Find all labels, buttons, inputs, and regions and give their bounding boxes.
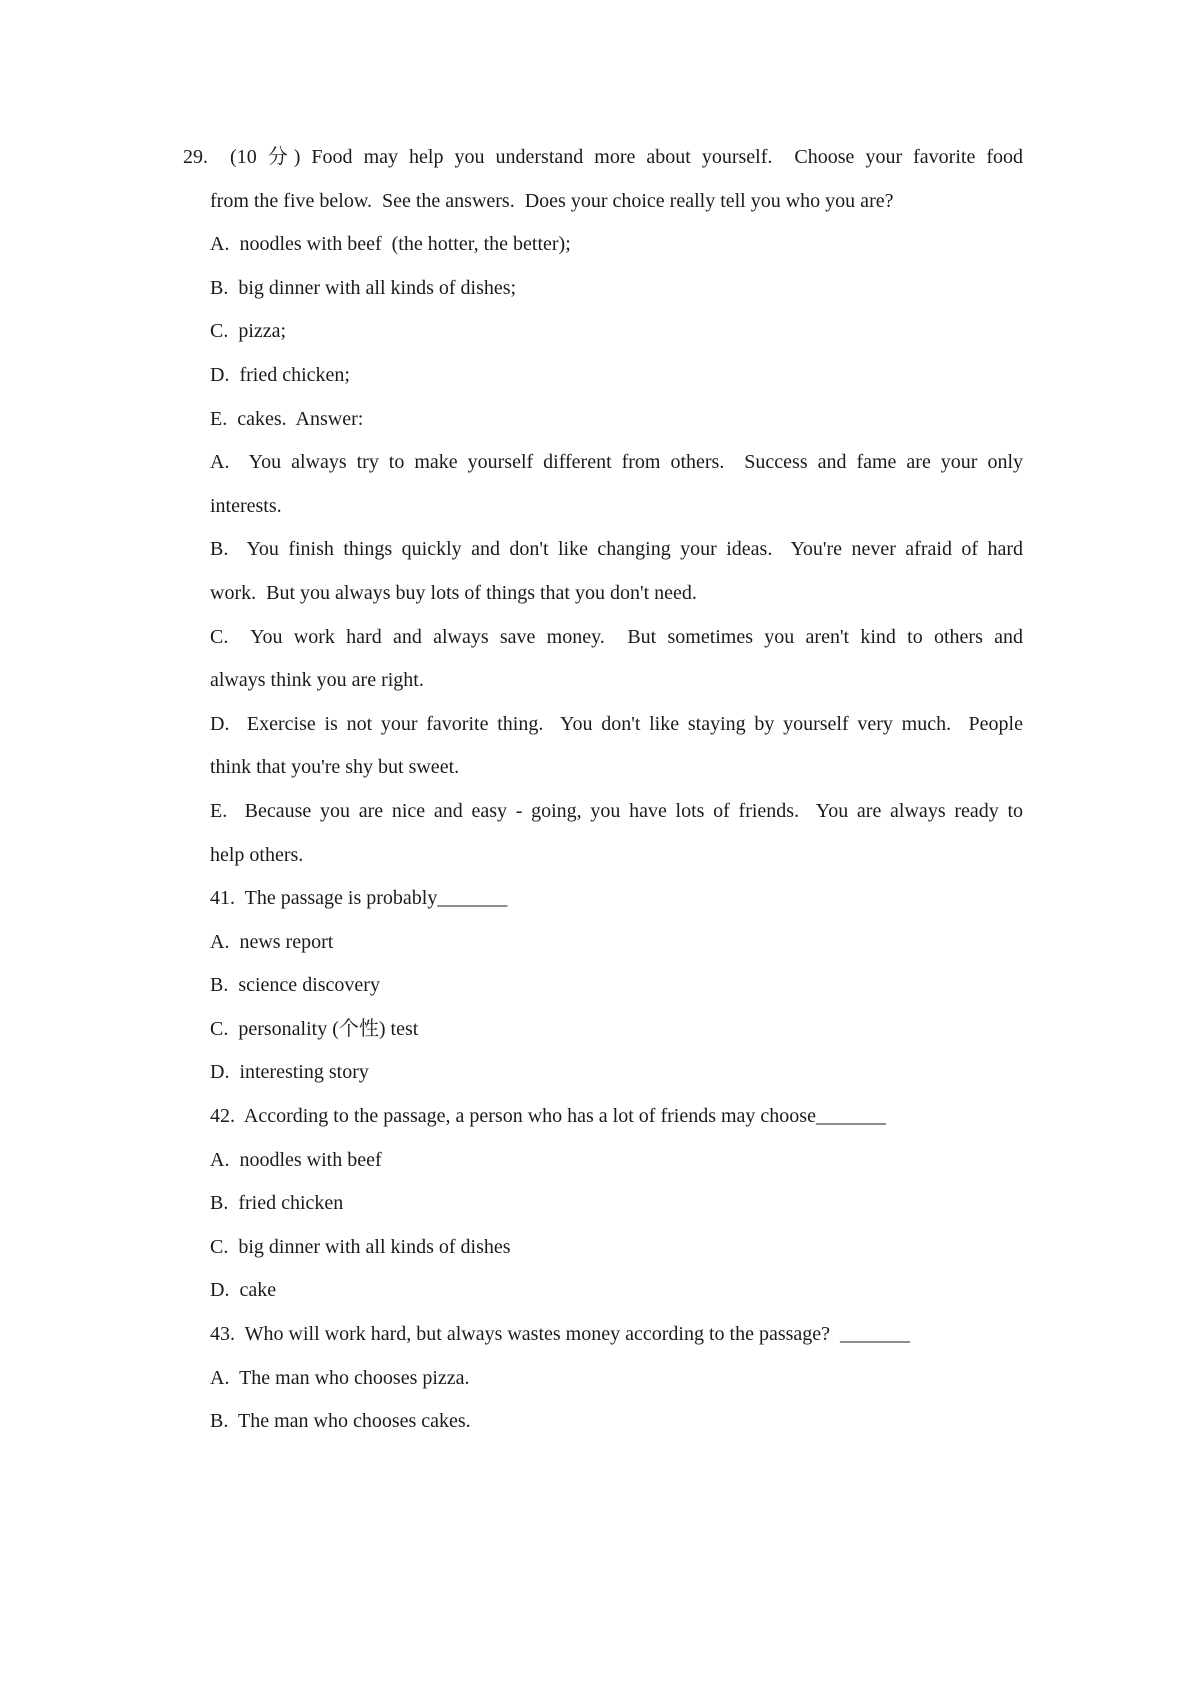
food-option-line: E. cakes. Answer: (210, 407, 364, 430)
answer-passage-line: help others. (210, 843, 304, 866)
subquestion-42-line: 42. According to the passage, a person who has a lot of friends may choose_______ (210, 1105, 886, 1128)
choice-line: A. The man who chooses pizza. (210, 1366, 470, 1389)
choice-line: C. personality (个性) test (210, 1017, 419, 1040)
question-stem-line: from the five below. See the answers. Does your choice really tell you who you are? (210, 189, 894, 212)
subquestion-41-line: 41. The passage is probably_______ (210, 887, 508, 910)
choice-line: B. science discovery (210, 974, 380, 997)
answer-passage-line: interests. (210, 494, 282, 517)
answer-passage-line: D. Exercise is not your favorite thing. You don't like staying by yourself very much. People (210, 712, 1023, 735)
answer-passage-line: C. You work hard and always save money. But sometimes you aren't kind to others and (210, 625, 1023, 648)
answer-passage-line: B. You finish things quickly and don't like changing your ideas. You're never afraid of hard (210, 538, 1023, 561)
subquestion-43-line: 43. Who will work hard, but always wastes money according to the passage? _______ (210, 1323, 911, 1346)
food-option-line: C. pizza; (210, 320, 287, 343)
choice-line: B. fried chicken (210, 1192, 344, 1215)
question-stem-line: 29. (10 分) Food may help you understand more about yourself. Choose your favorite food (183, 146, 1023, 168)
food-option-line: B. big dinner with all kinds of dishes; (210, 276, 517, 299)
answer-passage-line: always think you are right. (210, 669, 424, 692)
choice-line: A. noodles with beef (210, 1148, 382, 1171)
choice-line: D. cake (210, 1279, 277, 1302)
choice-line: C. big dinner with all kinds of dishes (210, 1235, 511, 1258)
answer-passage-line: E. Because you are nice and easy - going, you have lots of friends. You are always ready to (210, 799, 1023, 822)
answer-passage-line: A. You always try to make yourself different from others. Success and fame are your only (210, 451, 1023, 474)
food-option-line: A. noodles with beef (the hotter, the better); (210, 233, 571, 256)
choice-line: B. The man who chooses cakes. (210, 1410, 471, 1433)
answer-passage-line: think that you're shy but sweet. (210, 756, 460, 779)
food-option-line: D. fried chicken; (210, 363, 350, 386)
answer-passage-line: work. But you always buy lots of things that you don't need. (210, 581, 697, 604)
choice-line: D. interesting story (210, 1061, 369, 1084)
choice-line: A. news report (210, 930, 334, 953)
